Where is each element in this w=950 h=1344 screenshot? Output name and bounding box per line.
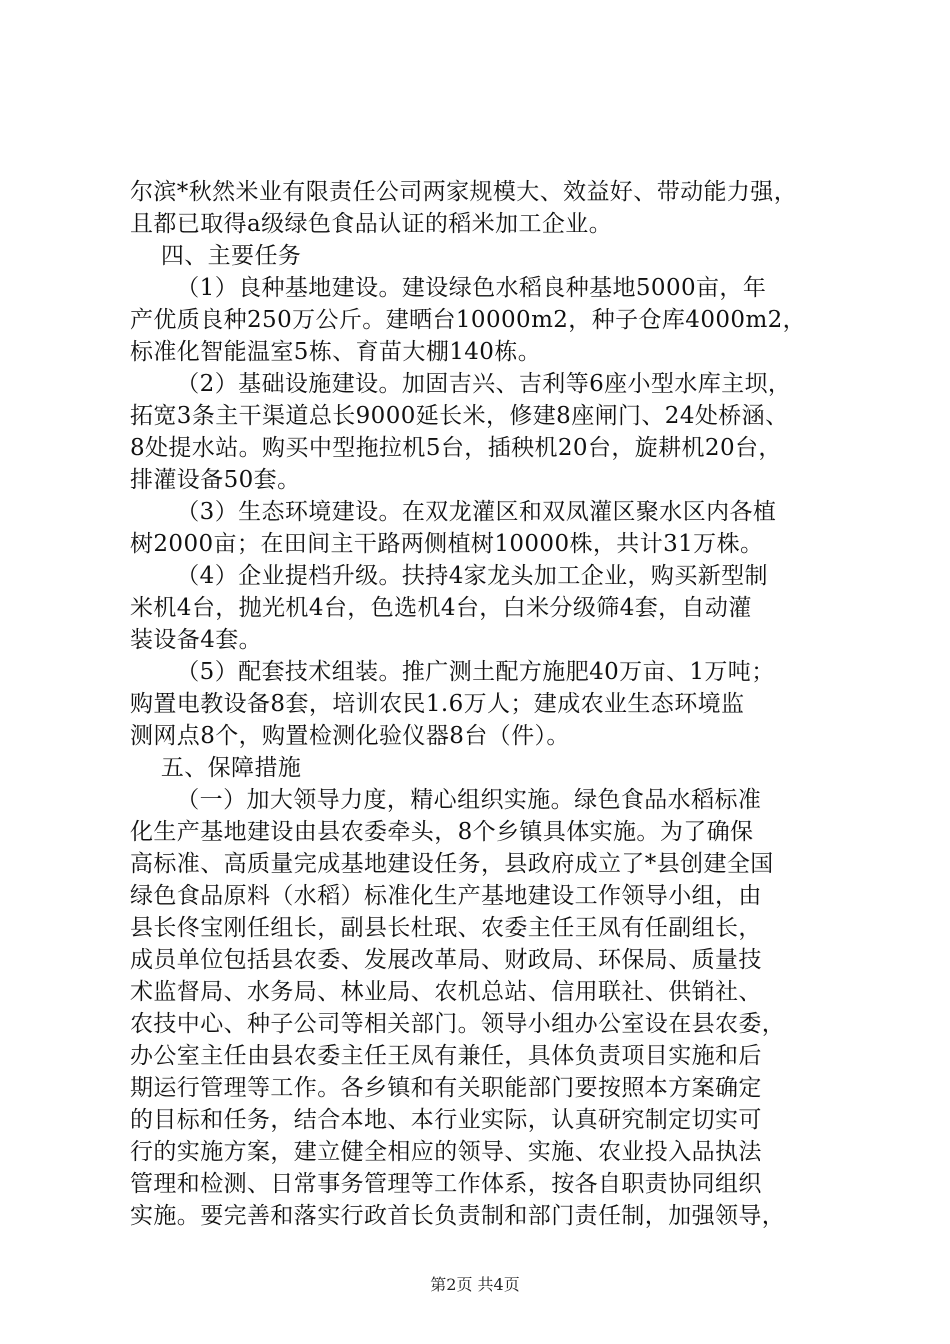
text-line: （1）良种基地建设。建设绿色水稻良种基地5000亩，年 [130,275,767,301]
text-line: 测网点8个，购置检测化验仪器8台（件）。 [130,723,570,749]
text-line: 实施。要完善和落实行政首长负责制和部门责任制，加强领导， [130,1203,786,1229]
text-line: 且都已取得a级绿色食品认证的稻米加工企业。 [130,211,613,237]
text-line: 8处提水站。购买中型拖拉机5台，插秧机20台，旋耕机20台， [130,435,782,461]
text-line: 拓宽3条主干渠道总长9000延长米，修建8座闸门、24处桥涵、 [130,403,789,429]
text-line: 的目标和任务，结合本地、本行业实际，认真研究制定切实可 [130,1107,762,1133]
document-body [130,176,840,1232]
text-line: 术监督局、水务局、林业局、农机总站、信用联社、供销社、 [130,979,762,1005]
text-line: 装设备4套。 [130,627,263,653]
text-line: 成员单位包括县农委、发展改革局、财政局、环保局、质量技 [130,947,762,973]
text-line: （一）加大领导力度，精心组织实施。绿色食品水稻标准 [130,787,762,813]
text-line: 农技中心、种子公司等相关部门。领导小组办公室设在县农委， [130,1011,786,1037]
text-line: 树2000亩；在田间主干路两侧植树10000株，共计31万株。 [130,531,764,557]
text-line: 购置电教设备8套，培训农民1.6万人；建成农业生态环境监 [130,691,745,717]
section-heading: 四、主要任务 [130,243,302,269]
text-line: （5）配套技术组装。推广测土配方施肥40万亩、1万吨； [130,659,775,685]
text-line: 米机4台，抛光机4台，色选机4台，白米分级筛4套，自动灌 [130,595,752,621]
text-line: 产优质良种250万公斤。建晒台10000m2，种子仓库4000m2， [130,307,807,333]
text-line: 高标准、高质量完成基地建设任务，县政府成立了*县创建全国 [130,851,774,877]
text-line: 管理和检测、日常事务管理等工作体系，按各自职责协同组织 [130,1171,762,1197]
text-line: 办公室主任由县农委主任王凤有兼任，具体负责项目实施和后 [130,1043,762,1069]
text-line: 排灌设备50套。 [130,467,301,493]
text-line: 化生产基地建设由县农委牵头，8个乡镇具体实施。为了确保 [130,819,754,845]
text-line: 行的实施方案，建立健全相应的领导、实施、农业投入品执法 [130,1139,762,1165]
text-line: 绿色食品原料（水稻）标准化生产基地建设工作领导小组，由 [130,883,762,909]
text-line: （3）生态环境建设。在双龙灌区和双凤灌区聚水区内各植 [130,499,777,525]
text-line: 标准化智能温室5栋、育苗大棚140栋。 [130,339,542,365]
section-heading: 五、保障措施 [130,755,302,781]
text-line: 尔滨*秋然米业有限责任公司两家规模大、效益好、带动能力强， [130,179,798,205]
page-number-footer: 第2页 共4页 [430,1275,520,1294]
text-line: 期运行管理等工作。各乡镇和有关职能部门要按照本方案确定 [130,1075,762,1101]
text-line: （2）基础设施建设。加固吉兴、吉利等6座小型水库主坝， [130,371,792,397]
text-line: （4）企业提档升级。扶持4家龙头加工企业，购买新型制 [130,563,768,589]
text-line: 县长佟宝刚任组长，副县长杜珉、农委主任王凤有任副组长， [130,915,762,941]
